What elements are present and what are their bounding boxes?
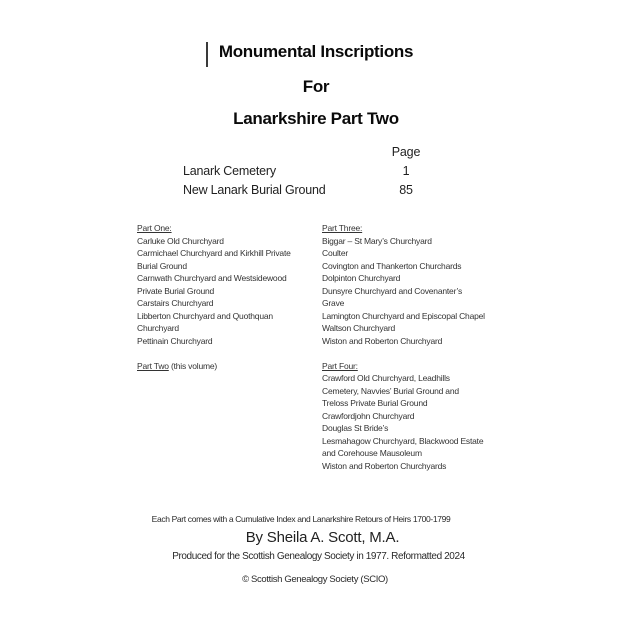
part-list-line: Coulter: [322, 248, 349, 258]
part-list-line: Lesmahagow Churchyard, Blackwood Estate: [322, 435, 484, 446]
part-list-line: Douglas St Bride’s: [322, 423, 389, 433]
part-list-line: Wiston and Roberton Churchyard: [322, 335, 443, 346]
contents-header-row: [183, 142, 429, 161]
part-list-line: Treloss Private Burial Ground: [322, 398, 428, 408]
part-heading: Part Three:: [322, 223, 363, 233]
document-title-line-2: For: [302, 77, 330, 96]
part-heading: Part One:: [137, 223, 172, 233]
part-list-line: Carmichael Churchyard and Kirkhill Private: [137, 248, 291, 258]
part-list-line: Carnwath Churchyard and Westsidewood: [137, 273, 287, 283]
contents-row: [183, 180, 429, 199]
part-list-line: Carluke Old Churchyard: [137, 235, 224, 246]
part-list-line: Wiston and Roberton Churchyards: [322, 460, 447, 471]
part-list-line: Pettinain Churchyard: [137, 335, 213, 346]
contents-entry-page: 1: [402, 163, 410, 178]
part-list-line: Dunsyre Churchyard and Covenanter’s: [322, 285, 463, 296]
cumulative-index-note: Each Part comes with a Cumulative Index and Lanarkshire Retours of Heirs 1700-1799: [151, 514, 451, 524]
part-list-line: Private Burial Ground: [137, 285, 215, 296]
part-list-line: Grave: [322, 298, 345, 308]
contents-table: [183, 142, 429, 199]
part-list-line: Carstairs Churchyard: [137, 298, 214, 308]
part-list-line: Cemetery, Navvies’ Burial Ground and: [322, 385, 459, 396]
contents-entry-name: New Lanark Burial Ground: [183, 182, 326, 197]
author-line: By Sheila A. Scott, M.A.: [245, 529, 400, 546]
contents-page-header: Page: [391, 144, 421, 159]
part-list-line: Burial Ground: [137, 260, 187, 271]
part-heading: Part Four:: [322, 360, 358, 371]
document-title-line-3: Lanarkshire Part Two: [233, 109, 399, 128]
part-list-left-column: [137, 222, 319, 372]
part-list-line: Dolpinton Churchyard: [322, 273, 401, 283]
produced-line: Produced for the Scottish Genealogy Society in 1977. Reformatted 2024: [172, 551, 465, 562]
copyright-line: © Scottish Genealogy Society (SCIO): [242, 574, 388, 585]
document-title-line-1: Monumental Inscriptions: [218, 42, 414, 61]
part-list-line: Biggar – St Mary’s Churchyard: [322, 235, 432, 246]
part-list-line: Crawford Old Churchyard, Leadhills: [322, 373, 450, 383]
part-list-line: and Corehouse Mausoleum: [322, 448, 422, 458]
part-list-right-column: [322, 222, 504, 472]
part-list-line: Libberton Churchyard and Quothquan: [137, 310, 273, 321]
blank-line: [322, 347, 504, 360]
part-list-line: Churchyard: [137, 323, 179, 333]
part-list-line: Lamington Churchyard and Episcopal Chapel: [322, 310, 485, 321]
part-list-line: Waltson Churchyard: [322, 323, 396, 333]
part-heading: Part Two (this volume): [137, 360, 218, 371]
contents-entry-name: Lanark Cemetery: [183, 163, 276, 178]
part-list-line: Covington and Thankerton Churchards: [322, 260, 462, 271]
contents-entry-page: 85: [399, 182, 413, 197]
blank-line: [137, 347, 319, 360]
contents-row: [183, 161, 429, 180]
part-list-line: Crawfordjohn Churchyard: [322, 410, 415, 421]
